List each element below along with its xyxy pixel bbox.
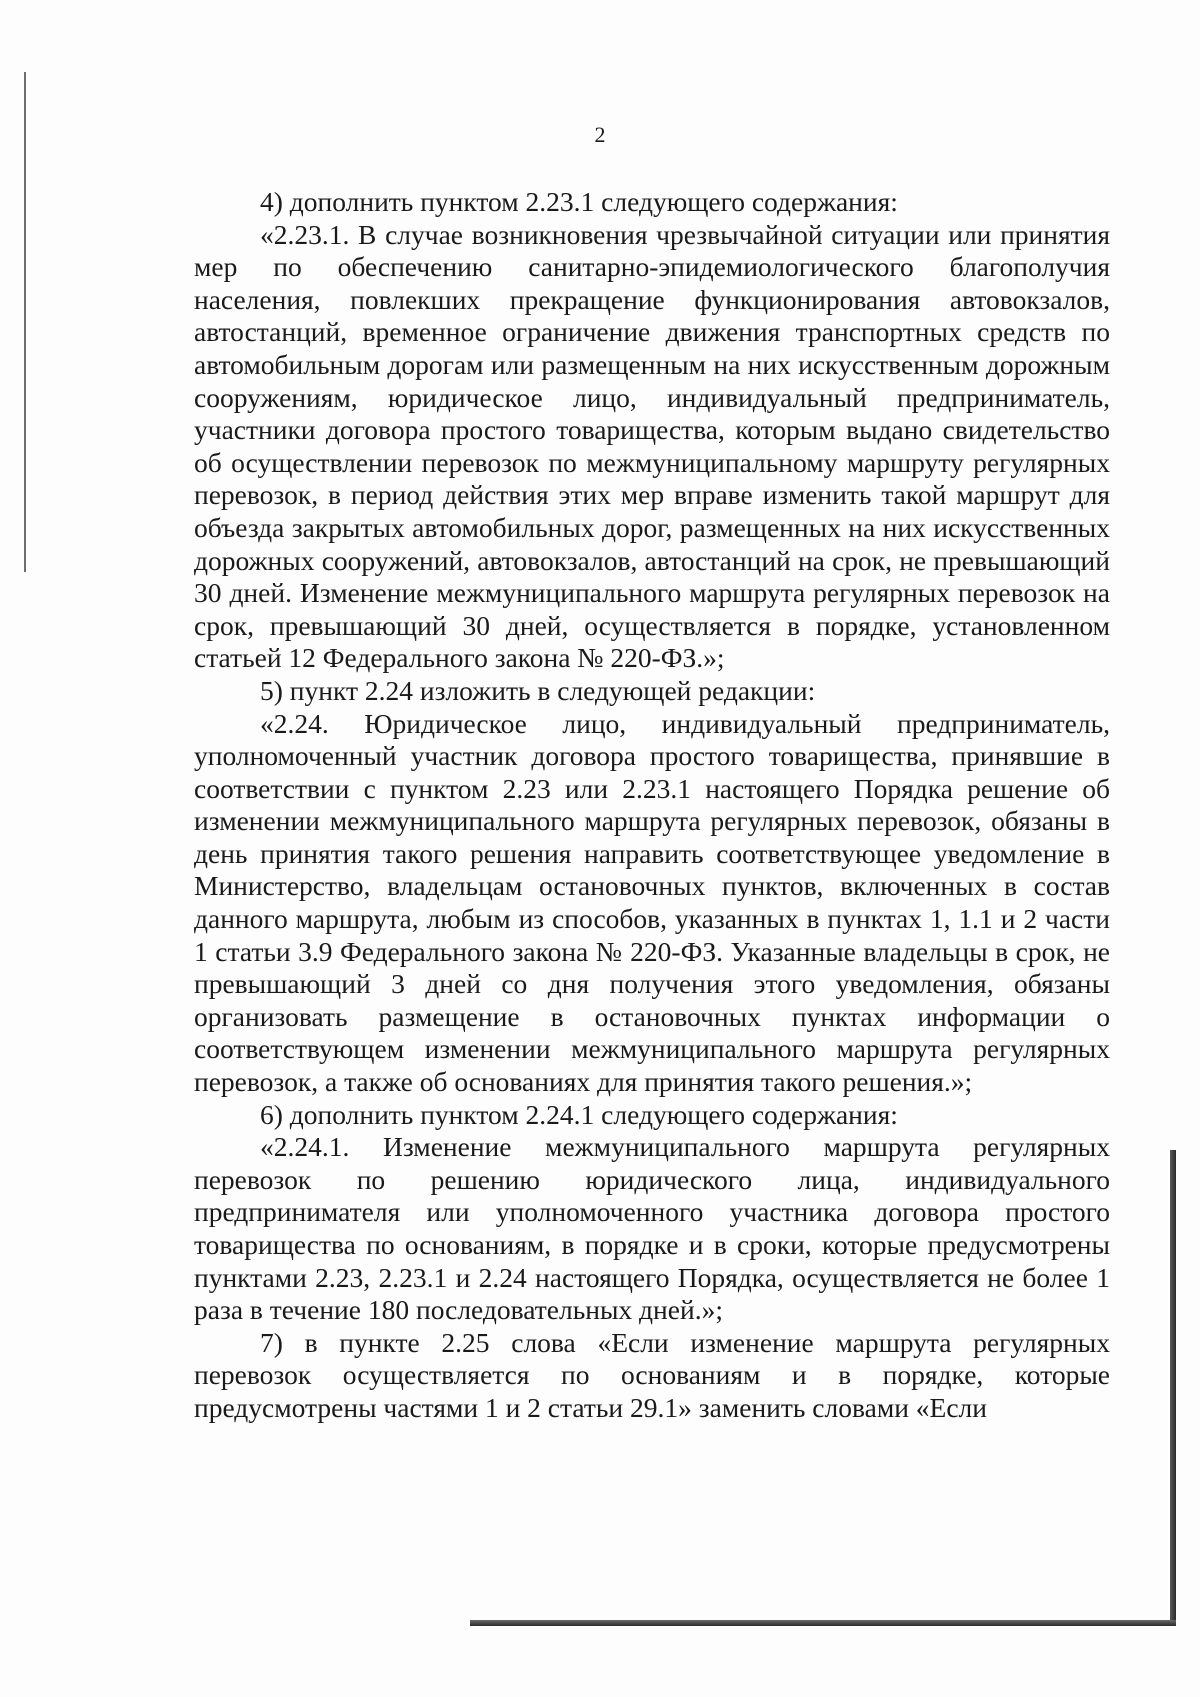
paragraph-item-7: 7) в пункте 2.25 слова «Если изменение маршрута регулярных перевозок осуществляется по основаниям и в порядке, которые предусмотрены частями 1 и 2 статьи 29.1» заменить словами «Если — [194, 1326, 1110, 1423]
paragraph-clause-2-24: «2.24. Юридическое лицо, индивидуальный предприниматель, уполномоченный участник договора простого товарищества, принявшие в соответствии с пунктом 2.23 или 2.23.1 настоящего Порядка решение об изменении межмуниципального маршрута регулярных перевозок, обязаны в день принятия такого решения направить соответствующее уведомление в Министерство, владельцам остановочных пунктов, включенных в состав данного маршрута, любым из способов, указанных в пунктах 1, 1.1 и 2 части 1 статьи 3.9 Федерального закона № 220-ФЗ. Указанные владельцы в срок, не превышающий 3 дней со дня получения этого уведомления, обязаны организовать размещение в остановочных пунктах информации о соответствующем изменении межмуниципального маршрута регулярных перевозок, а также об основаниях для принятия такого решения.»; — [194, 707, 1110, 1098]
paragraph-item-5: 5) пункт 2.24 изложить в следующей редакции: — [260, 674, 816, 706]
paragraph-clause-2-24-1: «2.24.1. Изменение межмуниципального маршрута регулярных перевозок по решению юридического лица, индивидуального предпринимателя или уполномоченного участника договора простого товарищества по основаниям, в порядке и в сроки, которые предусмотрены пунктами 2.23, 2.23.1 и 2.24 настоящего Порядка, осуществляется не более 1 раза в течение 180 последовательных дней.»; — [194, 1131, 1110, 1326]
paragraph-item-4: 4) дополнить пунктом 2.23.1 следующего содержания: — [260, 186, 898, 217]
paragraph-item-6: 6) дополнить пунктом 2.24.1 следующего содержания: — [260, 1098, 898, 1130]
scan-artifact-right-edge — [1170, 1150, 1176, 1626]
paragraph-clause-2-23-1: «2.23.1. В случае возникновения чрезвычайной ситуации или принятия мер по обеспечению санитарно-эпидемиологического благополучия населения, повлекших прекращение функционирования автовокзалов, автостанций, временное ограничение движения транспортных средств по автомобильным дорогам или размещенным на них искусственным дорожным сооружениям, юридическое лицо, индивидуальный предприниматель, участники договора простого товарищества, которым выдано свидетельство об осуществлении перевозок по межмуниципальному маршруту регулярных перевозок, в период действия этих мер вправе изменить такой маршрут для объезда закрытых автомобильных дорог, размещенных на них искусственных дорожных сооружений, автовокзалов, автостанций на срок, не превышающий 30 дней. Изменение межмуниципального маршрута регулярных перевозок на срок, превышающий 30 дней, осуществляется в порядке, установленном статьей 12 Федерального закона № 220-ФЗ.»; — [194, 218, 1110, 674]
scan-artifact-bottom-edge — [470, 1620, 1176, 1626]
page-number: 2 — [594, 122, 606, 147]
document-body — [194, 186, 1110, 1425]
